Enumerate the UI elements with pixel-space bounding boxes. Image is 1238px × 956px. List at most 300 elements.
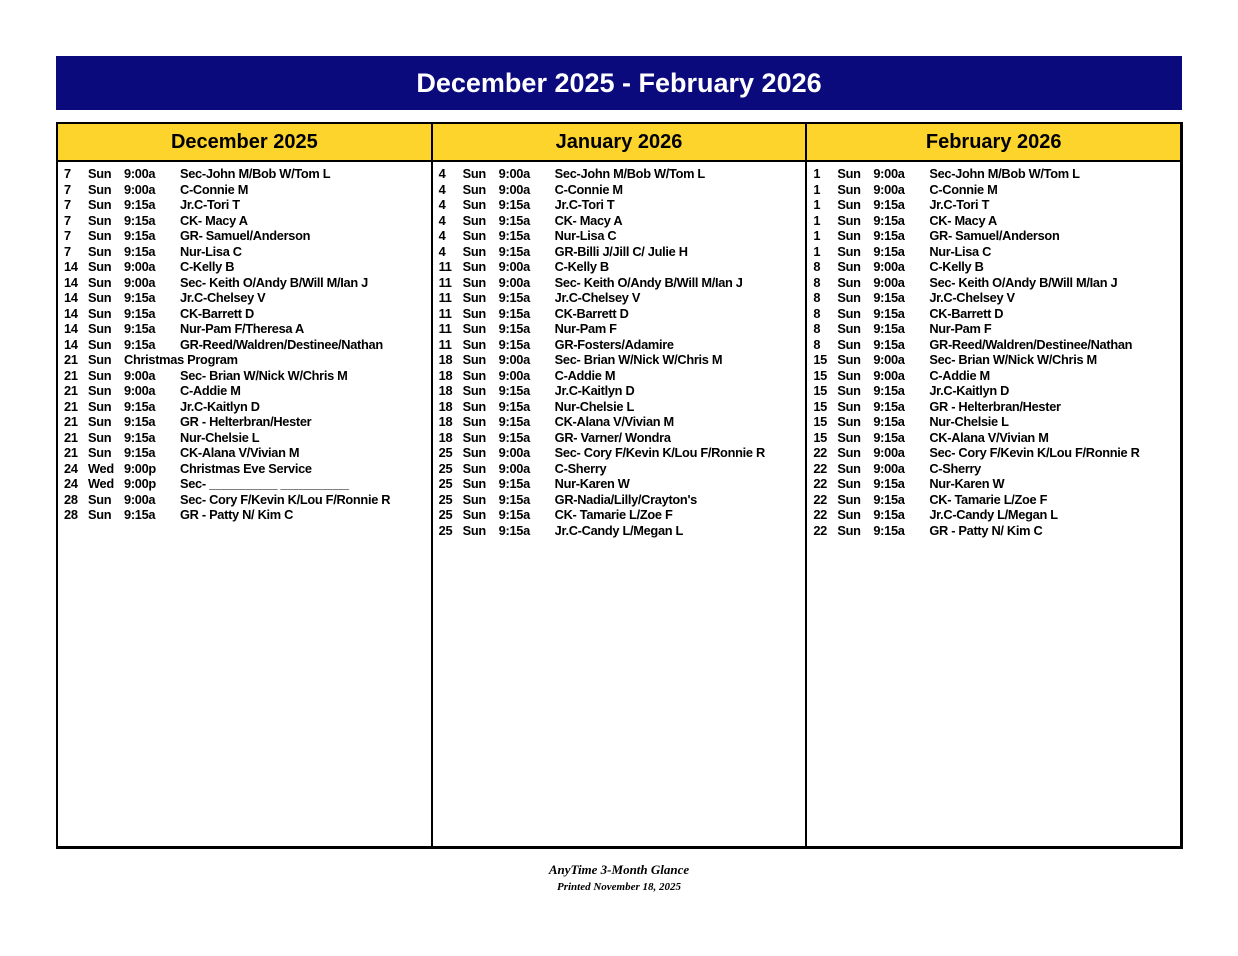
entry-weekday: Sun [462, 445, 486, 460]
entry-assignment: C-Sherry [554, 460, 607, 476]
entry-day: 18 [438, 383, 453, 398]
schedule-entry [64, 228, 431, 244]
entry-time: 9:15a [873, 228, 905, 243]
schedule-entry [813, 368, 1180, 384]
entry-day: 11 [438, 274, 452, 290]
entry-weekday: Sun [462, 197, 486, 212]
entry-time: 9:00a [498, 445, 530, 460]
schedule-entry [439, 321, 806, 337]
entry-time: 9:15a [124, 445, 156, 460]
entry-time: 9:15a [124, 228, 156, 243]
entry-assignment: CK-Alana V/Vivian M [180, 445, 300, 460]
schedule-entry [439, 523, 806, 539]
entry-day: 11 [438, 259, 452, 274]
entry-assignment: CK- Tamarie L/Zoe F [929, 491, 1048, 507]
entry-assignment: Sec- Cory F/Kevin K/Lou F/Ronnie R [929, 445, 1140, 460]
entry-time: 9:15a [873, 336, 905, 352]
schedule-entry [64, 259, 431, 275]
schedule-entry [813, 166, 1180, 182]
entry-weekday: Sun [88, 507, 112, 522]
entry-weekday: Sun [88, 336, 112, 352]
entry-assignment: Nur-Lisa C [180, 243, 242, 259]
schedule-entry [439, 213, 806, 229]
schedule-entry [813, 244, 1180, 260]
entry-assignment: Jr.C-Kaitlyn D [929, 383, 1010, 398]
schedule-entry [439, 399, 806, 415]
entry-day: 18 [438, 429, 453, 445]
entry-day: 11 [438, 290, 452, 305]
entry-weekday: Sun [462, 305, 486, 321]
entry-time: 9:15a [498, 429, 530, 445]
entry-day: 7 [64, 212, 71, 228]
entry-weekday: Sun [88, 243, 112, 259]
entry-assignment: Jr.C-Chelsey V [180, 290, 266, 305]
schedule-entry [813, 275, 1180, 291]
entry-day: 25 [438, 491, 453, 507]
entry-time: 9:15a [873, 522, 905, 538]
entry-weekday: Sun [462, 166, 486, 181]
schedule-entry [64, 507, 431, 523]
entry-time: 9:00a [498, 274, 530, 290]
entry-day: 21 [64, 367, 78, 383]
schedule-entry [439, 368, 806, 384]
schedule-entry [813, 306, 1180, 322]
entry-time: 9:00a [498, 367, 530, 383]
entry-weekday: Sun [88, 212, 112, 228]
entry-time: 9:15a [873, 197, 905, 212]
entry-time: 9:15a [498, 321, 530, 336]
schedule-entry [813, 182, 1180, 198]
schedule-entry [64, 383, 431, 399]
entry-day: 22 [813, 522, 827, 538]
schedule-entry [64, 368, 431, 384]
entry-assignment: CK- Macy A [554, 212, 623, 228]
entry-assignment: Jr.C-Chelsey V [929, 290, 1015, 305]
entry-weekday: Sun [462, 181, 486, 197]
entry-day: 4 [438, 228, 446, 243]
entry-day: 21 [64, 445, 78, 460]
entry-day: 11 [438, 305, 452, 321]
entry-time: 9:15a [873, 476, 905, 491]
schedule-entry [439, 275, 806, 291]
entry-time: 9:15a [498, 305, 530, 321]
entry-weekday: Sun [462, 212, 486, 228]
entry-assignment: C-Kelly B [554, 259, 609, 274]
entry-assignment: Christmas Eve Service [180, 460, 312, 476]
schedule-entry [439, 244, 806, 260]
entry-weekday: Sun [462, 243, 486, 259]
schedule-entry [439, 414, 806, 430]
schedule-entry [64, 166, 431, 182]
entry-time: 9:15a [873, 414, 905, 429]
entry-weekday: Sun [837, 305, 861, 321]
entry-day: 18 [438, 352, 453, 367]
entry-assignment: C-Kelly B [180, 259, 235, 274]
entry-time: 9:00a [498, 460, 530, 476]
entry-day: 25 [438, 476, 453, 491]
entry-weekday: Sun [837, 197, 861, 212]
entry-weekday: Wed [88, 460, 114, 476]
month-header: January 2026 [433, 124, 806, 162]
entry-time: 9:15a [873, 383, 905, 398]
entry-assignment: Jr.C-Tori T [929, 197, 990, 212]
entry-list [807, 162, 1180, 538]
entry-weekday: Sun [837, 352, 861, 367]
entry-weekday: Sun [837, 491, 861, 507]
schedule-entry [813, 290, 1180, 306]
entry-weekday: Sun [462, 274, 486, 290]
entry-weekday: Sun [837, 522, 861, 538]
month-header: December 2025 [58, 124, 431, 162]
entry-weekday: Sun [462, 460, 486, 476]
entry-time: 9:15a [873, 507, 905, 522]
entry-time: 9:00a [873, 352, 905, 367]
footer-printed-date: Printed November 18, 2025 [556, 881, 682, 893]
entry-day: 15 [813, 367, 827, 383]
entry-weekday: Sun [88, 228, 112, 243]
entry-day: 8 [813, 290, 821, 305]
entry-time: 9:00a [124, 367, 156, 383]
entry-day: 14 [64, 290, 78, 305]
entry-weekday: Sun [462, 491, 486, 507]
entry-weekday: Sun [88, 352, 112, 367]
entry-assignment: Nur-Chelsie L [929, 414, 1009, 429]
schedule-entry [64, 492, 431, 508]
schedule-entry [813, 228, 1180, 244]
entry-day: 18 [438, 414, 453, 429]
schedule-entry [439, 197, 806, 213]
entry-time: 9:15a [124, 305, 156, 321]
entry-time: 9:15a [124, 212, 156, 228]
entry-day: 25 [438, 445, 453, 460]
entry-time: 9:15a [498, 398, 530, 414]
entry-assignment: GR-Fosters/Adamire [554, 336, 674, 352]
entry-assignment: C-Connie M [554, 181, 623, 197]
schedule-entry [813, 461, 1180, 477]
entry-time: 9:00a [124, 166, 156, 181]
entry-time: 9:15a [124, 414, 156, 429]
entry-weekday: Sun [837, 181, 861, 197]
schedule-entry [439, 352, 806, 368]
entry-time: 9:15a [498, 290, 530, 305]
entry-list [433, 162, 806, 538]
entry-weekday: Sun [88, 259, 112, 274]
entry-time: 9:15a [498, 336, 530, 352]
entry-day: 4 [438, 197, 446, 212]
entry-time: 9:00a [873, 367, 905, 383]
schedule-entry [813, 523, 1180, 539]
entry-assignment: Sec- __________ __________ [180, 476, 349, 491]
entry-assignment: Sec- Cory F/Kevin K/Lou F/Ronnie R [180, 491, 391, 507]
entry-assignment: Nur-Pam F/Theresa A [180, 321, 304, 336]
entry-day: 21 [64, 398, 78, 414]
entry-weekday: Sun [88, 414, 112, 429]
entry-time: 9:00a [873, 259, 905, 274]
entry-assignment: Sec-John M/Bob W/Tom L [554, 166, 705, 181]
entry-assignment: Sec- Brian W/Nick W/Chris M [554, 352, 723, 367]
calendar-grid [56, 122, 1183, 849]
entry-time: 9:15a [124, 321, 156, 336]
entry-day: 21 [64, 352, 78, 367]
entry-assignment: CK-Barrett D [180, 305, 254, 321]
entry-assignment: CK- Macy A [929, 212, 997, 228]
entry-weekday: Sun [88, 398, 112, 414]
schedule-entry [64, 213, 431, 229]
entry-time: 9:00a [873, 274, 905, 290]
entry-day: 8 [813, 274, 821, 290]
entry-day: 15 [813, 352, 827, 367]
entry-weekday: Sun [88, 290, 112, 305]
entry-day: 22 [813, 476, 827, 491]
schedule-entry [813, 492, 1180, 508]
entry-day: 4 [438, 181, 446, 197]
entry-time: 9:15a [498, 522, 530, 538]
entry-time: 9:00a [873, 460, 905, 476]
schedule-entry [64, 445, 431, 461]
entry-day: 1 [813, 197, 821, 212]
entry-day: 14 [64, 321, 78, 336]
entry-assignment: CK- Macy A [180, 212, 248, 228]
entry-time: 9:15a [873, 212, 905, 228]
footer-app-name: AnyTime 3-Month Glance [548, 862, 690, 877]
entry-time: 9:15a [498, 228, 530, 243]
entry-day: 18 [438, 398, 453, 414]
entry-weekday: Sun [837, 445, 861, 460]
entry-assignment: Sec- Brian W/Nick W/Chris M [929, 352, 1097, 367]
schedule-entry [813, 259, 1180, 275]
entry-day: 1 [813, 243, 821, 259]
entry-assignment: GR- Varner/ Wondra [554, 429, 671, 445]
month-column-january [431, 124, 806, 846]
entry-day: 8 [813, 259, 821, 274]
entry-time: 9:00a [498, 181, 530, 197]
entry-time: 9:00p [124, 460, 156, 476]
schedule-entry [439, 383, 806, 399]
schedule-entry [813, 476, 1180, 492]
entry-assignment: Jr.C-Chelsey V [554, 290, 641, 305]
entry-time: 9:15a [873, 305, 905, 321]
entry-time: 9:00a [873, 445, 905, 460]
entry-weekday: Sun [88, 445, 112, 460]
entry-weekday: Sun [837, 383, 861, 398]
entry-weekday: Sun [837, 507, 861, 522]
entry-time: 9:15a [498, 491, 530, 507]
page-title: December 2025 - February 2026 [56, 56, 1182, 110]
schedule-entry [813, 383, 1180, 399]
entry-time: 9:15a [498, 243, 530, 259]
schedule-entry [813, 337, 1180, 353]
schedule-entry [439, 430, 806, 446]
entry-assignment: C-Kelly B [929, 259, 984, 274]
entry-day: 11 [438, 321, 452, 336]
entry-time: 9:00a [124, 383, 156, 398]
entry-day: 1 [813, 212, 821, 228]
entry-day: 14 [64, 336, 78, 352]
entry-weekday: Sun [88, 383, 112, 398]
entry-day: 22 [813, 445, 827, 460]
schedule-entry [439, 492, 806, 508]
entry-weekday: Sun [462, 398, 486, 414]
entry-day: 14 [64, 305, 78, 321]
entry-day: 15 [813, 398, 827, 414]
entry-assignment: Christmas Program [124, 352, 238, 367]
schedule-entry [813, 507, 1180, 523]
schedule-entry [64, 399, 431, 415]
entry-day: 1 [813, 181, 821, 197]
entry-assignment: GR- Samuel/Anderson [929, 228, 1060, 243]
entry-assignment: C-Addie M [929, 367, 990, 383]
entry-weekday: Sun [837, 212, 861, 228]
schedule-entry [64, 306, 431, 322]
schedule-entry [64, 321, 431, 337]
entry-weekday: Sun [88, 197, 112, 212]
schedule-entry [813, 445, 1180, 461]
entry-day: 24 [64, 460, 78, 476]
entry-time: 9:00a [124, 181, 156, 197]
entry-assignment: Jr.C-Tori T [180, 197, 240, 212]
schedule-entry [64, 414, 431, 430]
entry-weekday: Sun [837, 398, 861, 414]
entry-assignment: Sec-John M/Bob W/Tom L [929, 166, 1080, 181]
entry-day: 22 [813, 460, 827, 476]
schedule-entry [813, 213, 1180, 229]
schedule-entry [813, 321, 1180, 337]
schedule-entry [439, 166, 806, 182]
entry-weekday: Sun [837, 228, 861, 243]
entry-weekday: Sun [462, 228, 486, 243]
entry-day: 7 [64, 197, 71, 212]
entry-weekday: Sun [88, 274, 112, 290]
entry-assignment: C-Sherry [929, 460, 981, 476]
entry-time: 9:00a [873, 166, 905, 181]
entry-weekday: Sun [88, 181, 112, 197]
entry-day: 11 [438, 336, 452, 352]
entry-time: 9:15a [873, 398, 905, 414]
entry-assignment: Nur-Karen W [929, 476, 1005, 491]
entry-weekday: Sun [88, 367, 112, 383]
entry-list [58, 162, 431, 523]
entry-day: 28 [64, 507, 78, 522]
entry-day: 15 [813, 383, 827, 398]
entry-day: 8 [813, 321, 821, 336]
entry-assignment: GR-Billi J/Jill C/ Julie H [554, 243, 688, 259]
schedule-entry [64, 476, 431, 492]
entry-time: 9:15a [124, 290, 156, 305]
entry-day: 15 [813, 414, 827, 429]
entry-assignment: GR-Nadia/Lilly/Crayton's [554, 491, 697, 507]
entry-assignment: Jr.C-Kaitlyn D [180, 398, 260, 414]
schedule-entry [439, 306, 806, 322]
entry-assignment: Sec- Keith O/Andy B/Will M/Ian J [929, 274, 1118, 290]
entry-time: 9:15a [498, 212, 530, 228]
entry-weekday: Sun [837, 259, 861, 274]
entry-day: 21 [64, 429, 78, 445]
month-header: February 2026 [807, 124, 1180, 162]
entry-assignment: GR-Reed/Waldren/Destinee/Nathan [929, 336, 1133, 352]
entry-weekday: Sun [88, 429, 112, 445]
entry-assignment: C-Addie M [180, 383, 241, 398]
month-column-december [58, 124, 431, 846]
schedule-entry [439, 228, 806, 244]
entry-time: 9:15a [498, 507, 530, 522]
entry-time: 9:15a [124, 197, 156, 212]
schedule-entry [439, 337, 806, 353]
entry-time: 9:00a [498, 166, 530, 181]
entry-day: 25 [438, 507, 453, 522]
entry-day: 4 [438, 212, 446, 228]
entry-assignment: GR - Patty N/ Kim C [180, 507, 294, 522]
schedule-entry [813, 197, 1180, 213]
schedule-entry [64, 197, 431, 213]
schedule-entry [64, 182, 431, 198]
entry-weekday: Sun [837, 367, 861, 383]
entry-time: 9:00p [124, 476, 156, 491]
entry-weekday: Sun [837, 336, 861, 352]
schedule-entry [439, 507, 806, 523]
entry-day: 25 [438, 460, 453, 476]
entry-assignment: Jr.C-Kaitlyn D [554, 383, 635, 398]
entry-time: 9:15a [498, 414, 530, 429]
entry-weekday: Sun [462, 336, 486, 352]
schedule-entry [64, 337, 431, 353]
entry-assignment: Sec- Keith O/Andy B/Will M/Ian J [180, 274, 368, 290]
entry-weekday: Sun [837, 290, 861, 305]
entry-day: 4 [438, 243, 446, 259]
entry-weekday: Sun [88, 321, 112, 336]
entry-assignment: CK-Alana V/Vivian M [554, 414, 674, 429]
schedule-entry [439, 461, 806, 477]
schedule-entry [64, 461, 431, 477]
entry-weekday: Sun [88, 305, 112, 321]
entry-assignment: Jr.C-Tori T [554, 197, 615, 212]
entry-time: 9:00a [873, 181, 905, 197]
entry-weekday: Sun [462, 259, 486, 274]
entry-weekday: Sun [837, 414, 861, 429]
entry-weekday: Sun [837, 460, 861, 476]
entry-day: 8 [813, 305, 821, 321]
entry-assignment: CK-Alana V/Vivian M [929, 429, 1049, 445]
entry-assignment: C-Connie M [929, 181, 998, 197]
entry-time: 9:15a [124, 243, 156, 259]
entry-assignment: GR - Helterbran/Hester [180, 414, 312, 429]
entry-time: 9:15a [873, 290, 905, 305]
entry-assignment: Nur-Lisa C [929, 243, 992, 259]
entry-assignment: C-Addie M [554, 367, 616, 383]
schedule-entry [813, 352, 1180, 368]
entry-assignment: Nur-Pam F [554, 321, 617, 336]
entry-assignment: Nur-Pam F [929, 321, 992, 336]
entry-day: 22 [813, 507, 827, 522]
entry-assignment: Jr.C-Candy L/Megan L [929, 507, 1058, 522]
entry-weekday: Sun [462, 383, 486, 398]
entry-weekday: Sun [462, 522, 486, 538]
entry-assignment: GR- Samuel/Anderson [180, 228, 311, 243]
entry-assignment: CK- Tamarie L/Zoe F [554, 507, 673, 522]
entry-assignment: GR-Reed/Waldren/Destinee/Nathan [180, 336, 383, 352]
entry-assignment: Jr.C-Candy L/Megan L [554, 522, 684, 538]
entry-day: 24 [64, 476, 78, 491]
entry-time: 9:15a [498, 197, 530, 212]
entry-time: 9:15a [124, 398, 156, 414]
entry-assignment: CK-Barrett D [554, 305, 629, 321]
schedule-entry [64, 244, 431, 260]
entry-time: 9:15a [498, 476, 530, 491]
entry-assignment: Nur-Chelsie L [554, 398, 634, 414]
entry-time: 9:15a [873, 429, 905, 445]
entry-day: 1 [813, 166, 821, 181]
entry-weekday: Sun [837, 243, 861, 259]
entry-weekday: Sun [462, 429, 486, 445]
